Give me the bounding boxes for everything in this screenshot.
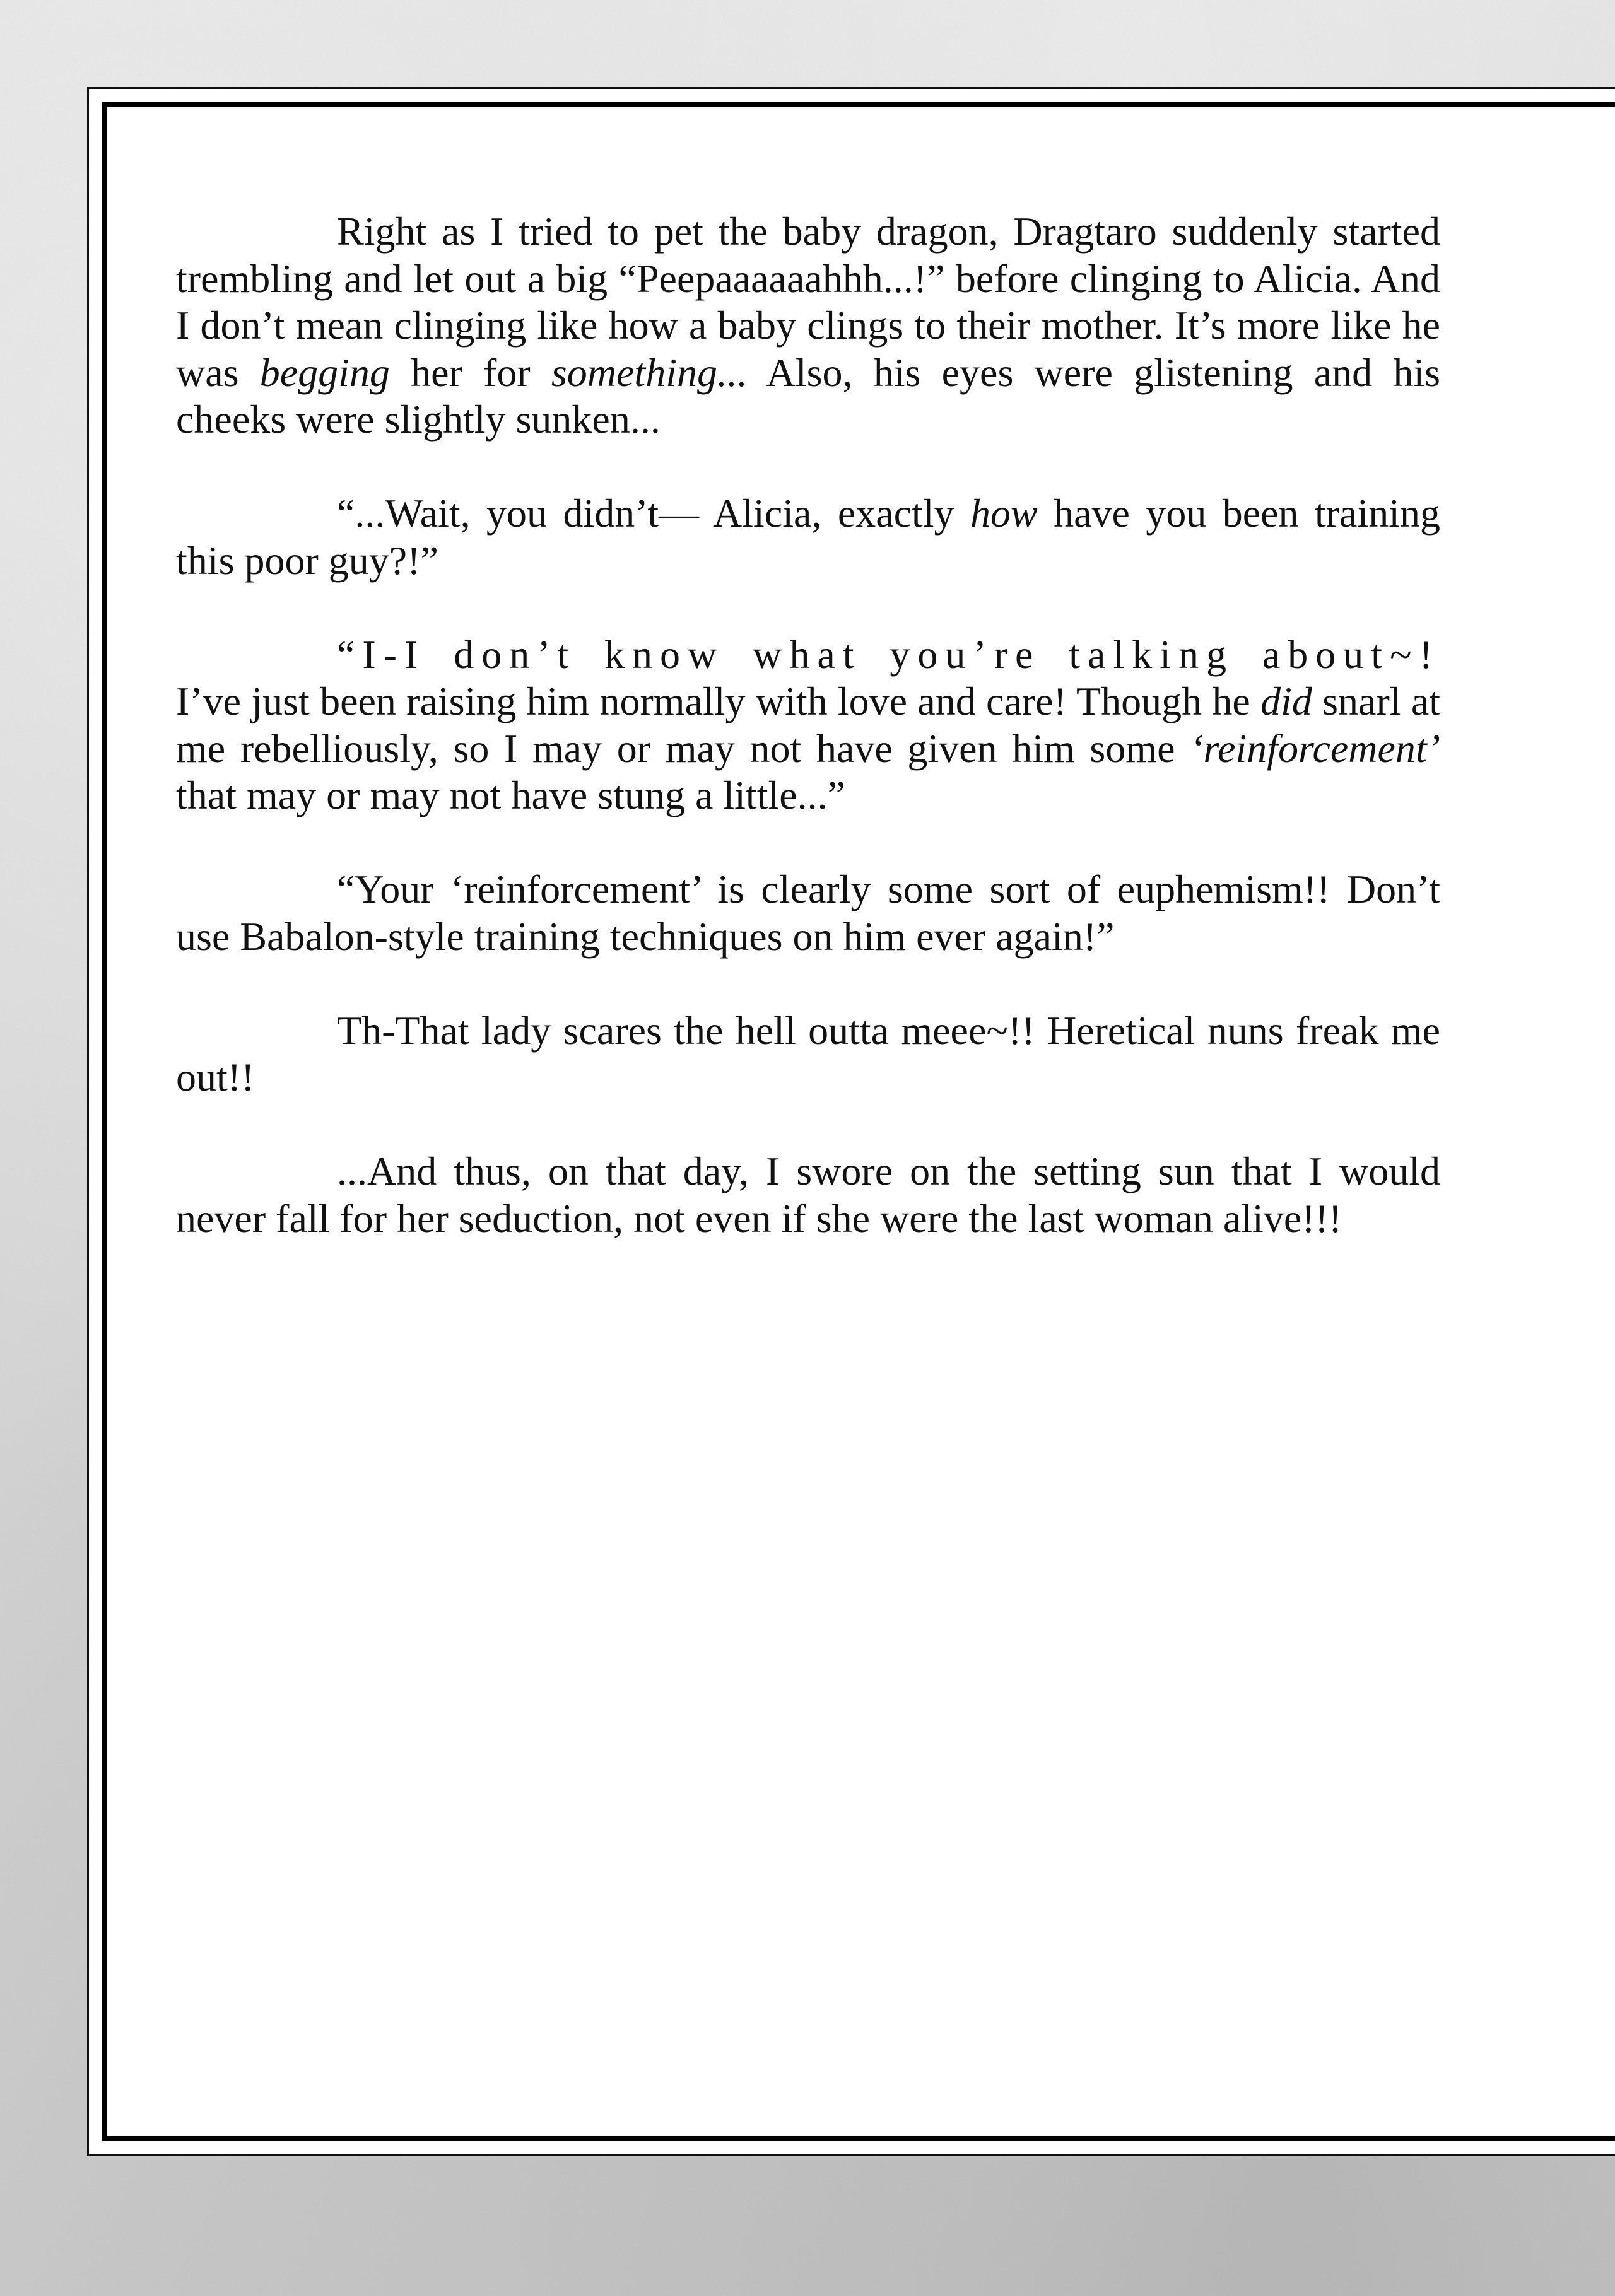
paragraph-2-text: “...Wait, you didn’t— Alicia, exactly [337, 491, 971, 536]
story-text [176, 208, 1440, 1242]
paragraph-2-text: have you been training this poor guy?!” [176, 491, 1441, 583]
emphasis-did: did [1260, 679, 1312, 723]
emphasis-how: how [970, 491, 1038, 536]
emphasis-something: something... [551, 349, 748, 395]
emphasis-reinforcement: ‘reinforcement’ [1190, 725, 1440, 771]
paragraph-5-text: Th-That lady scares the hell outta meee~!! Heretical nuns freak me out!! [176, 1007, 1440, 1099]
paragraph-3-text: that may or may not have stung a little...” [176, 773, 846, 817]
emphasis-begging: begging [259, 349, 390, 395]
paragraph-6 [176, 1148, 1440, 1242]
paragraph-5 [176, 1007, 1440, 1101]
paragraph-1-text: Right as I tried to pet the baby dragon, Dragtaro suddenly started trembling and let out a big “Peepaaaaaahhh...!” before clinging to Alicia. And I don’t mean clinging like how a baby clings to their mother. It’s more like he was [176, 209, 1440, 395]
paragraph-1-text: her for [389, 349, 551, 395]
paragraph-2 [176, 490, 1440, 584]
paragraph-6-text: ...And thus, on that day, I swore on the setting sun that I would never fall for her seduction, not even if she were the last woman alive!!! [176, 1149, 1440, 1241]
paragraph-3-spaced-text: “I-I don’t know what you’re talking about~! [337, 631, 1440, 677]
paragraph-4 [176, 866, 1440, 960]
paragraph-3-text: I’ve just been raising him normally with love and care! Though he [176, 679, 1261, 723]
paragraph-3-text: snarl at me rebelliously, so I may or may not have given him some [176, 679, 1440, 771]
paragraph-1-text: Also, his eyes were glistening and his cheeks were slightly sunken... [176, 349, 1441, 442]
paragraph-4-text: “Your ‘reinforcement’ is clearly some sort of euphemism!! Don’t use Babalon-style training techniques on him ever again!” [176, 867, 1440, 959]
paragraph-1 [176, 208, 1440, 443]
paragraph-3 [176, 631, 1440, 819]
